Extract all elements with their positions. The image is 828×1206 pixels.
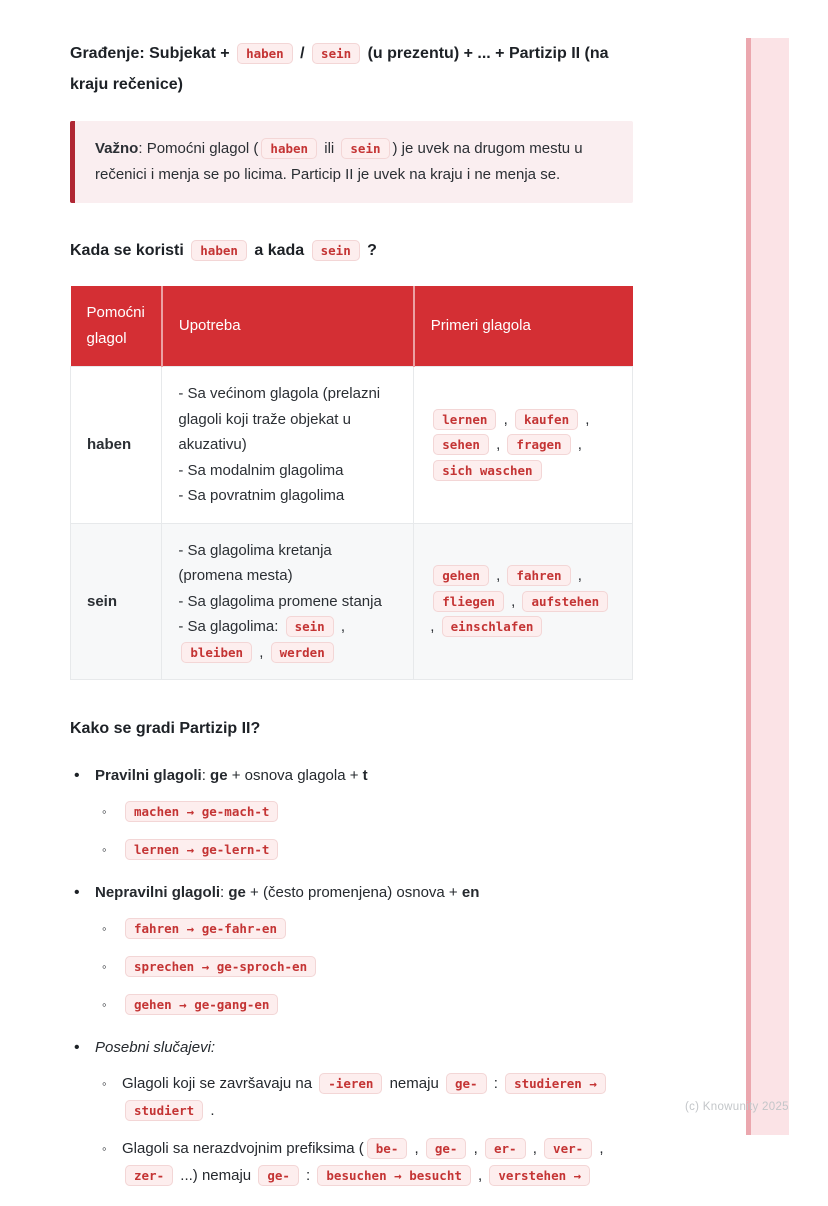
list-item-text xyxy=(95,767,368,784)
text-segment: , xyxy=(573,436,582,453)
text-segment: ge xyxy=(228,884,246,901)
cell-glagol: sein xyxy=(71,523,162,680)
heading-kako-se-gradi: Kako se gradi Partizip II? xyxy=(70,720,261,737)
text-segment: Građenje: Subjekat + xyxy=(70,45,235,62)
inline-code: verstehen → xyxy=(489,1165,590,1186)
inline-code: gehen xyxy=(433,565,489,586)
list-item-text xyxy=(95,1039,215,1056)
text-segment: , xyxy=(506,592,520,610)
text-segment: Važno xyxy=(95,140,139,157)
list-item-text xyxy=(122,958,319,975)
text-segment: , xyxy=(473,1167,487,1184)
list-item-text xyxy=(95,884,479,901)
haben-sein-table xyxy=(70,286,633,680)
heading-kada-se-koristi xyxy=(70,235,633,266)
table-header-upotreba: Upotreba xyxy=(162,286,414,367)
table-header-row xyxy=(71,286,633,367)
text-segment: en xyxy=(461,884,480,901)
inline-code: einschlafen xyxy=(442,616,543,637)
inline-code: sein xyxy=(341,138,389,159)
inline-code: ge- xyxy=(426,1138,467,1159)
partizip-rules-list xyxy=(70,763,633,1189)
text-segment: t xyxy=(362,767,368,784)
inline-code: sich waschen xyxy=(433,460,541,481)
text-segment: a kada xyxy=(249,242,309,259)
inline-code: haben xyxy=(191,240,247,261)
text-segment: ) je uvek na drugom mestu u rečenici i menja se po licima. Particip II je uvek na kraju i ne menja se. xyxy=(95,140,583,183)
inline-code: lernen → ge-lern-t xyxy=(125,839,278,860)
inline-code: ge- xyxy=(446,1073,487,1094)
text-segment: nemaju xyxy=(385,1075,443,1092)
table-header-pomocni-glagol: Pomoćni glagol xyxy=(71,286,162,367)
list-item xyxy=(95,836,633,863)
text-segment: : xyxy=(489,1075,503,1092)
inline-code: fahren xyxy=(507,565,570,586)
text-segment: : xyxy=(301,1167,315,1184)
text-segment: + osnova glagola + xyxy=(227,767,363,784)
callout-vazno xyxy=(70,121,633,203)
text-segment: Glagoli sa nerazdvojnim prefiksima ( xyxy=(122,1140,364,1157)
text-segment: : Pomoćni glagol ( xyxy=(138,140,259,157)
text-segment: , xyxy=(336,618,346,635)
inline-code: sein xyxy=(312,240,360,261)
text-segment: , xyxy=(430,618,439,635)
text-segment: / xyxy=(295,45,310,62)
inline-code: bleiben xyxy=(181,642,252,663)
inline-code: fahren → ge-fahr-en xyxy=(125,918,286,939)
inline-code: ge- xyxy=(258,1165,299,1186)
inline-code: sein xyxy=(312,43,360,64)
inline-code: sehen xyxy=(433,434,489,455)
list-item-text xyxy=(122,920,289,937)
primeri-line xyxy=(430,407,616,484)
cell-upotreba xyxy=(162,367,414,524)
list-item-text xyxy=(122,1075,609,1119)
cell-primeri xyxy=(414,523,633,680)
inline-code: haben xyxy=(237,43,293,64)
table-header-primeri: Primeri glagola xyxy=(414,286,633,367)
inline-code: zer- xyxy=(125,1165,173,1186)
cell-primeri xyxy=(414,367,633,524)
text-segment: ili xyxy=(320,140,339,157)
watermark: (c) Knowunity 2025 xyxy=(685,1101,789,1113)
upotreba-line xyxy=(178,483,397,509)
upotreba-line xyxy=(178,381,397,458)
text-segment: , xyxy=(528,1140,542,1157)
list-item-text xyxy=(122,803,281,820)
list-item xyxy=(95,953,633,980)
upotreba-line xyxy=(178,614,397,665)
list-item xyxy=(95,1135,633,1189)
text-segment: , xyxy=(491,436,505,453)
inline-code: machen → ge-mach-t xyxy=(125,801,278,822)
text-segment: - Sa glagolima kretanja (promena mesta) xyxy=(178,541,332,584)
table-row-sein xyxy=(71,523,633,680)
text-segment: : xyxy=(220,884,229,901)
text-segment: ? xyxy=(362,242,377,259)
text-segment: Glagoli koji se završavaju na xyxy=(122,1075,317,1092)
text-segment: Kada se koristi xyxy=(70,242,189,259)
cell-upotreba xyxy=(162,523,414,680)
text-segment: , xyxy=(255,643,268,661)
text-segment: - Sa glagolima promene stanja xyxy=(178,592,382,610)
list-item xyxy=(95,991,633,1018)
list-item-posebni xyxy=(70,1035,633,1189)
text-segment: (u prezentu) + ... + Partizip II (na kraju rečenice) xyxy=(70,45,609,93)
list-item-text xyxy=(122,841,281,858)
cell-glagol: haben xyxy=(71,367,162,524)
list-item xyxy=(95,915,633,942)
primeri-line xyxy=(430,563,616,640)
text-segment: , xyxy=(410,1140,423,1157)
text-segment: Nepravilni glagoli xyxy=(95,884,221,901)
list-item-text xyxy=(122,1140,604,1184)
text-segment: Pravilni glagoli xyxy=(95,767,202,784)
list-item-pravilni xyxy=(70,763,633,863)
inline-code: fliegen xyxy=(433,591,504,612)
text-segment: - Sa povratnim glagolima xyxy=(178,487,345,504)
table-row-haben xyxy=(71,367,633,524)
text-segment: , xyxy=(499,410,512,428)
text-segment: - Sa modalnim glagolima xyxy=(178,461,344,479)
text-segment: ...) nemaju xyxy=(176,1167,256,1184)
text-segment: : xyxy=(201,767,211,784)
list-item xyxy=(95,1070,633,1124)
inline-code: be- xyxy=(367,1138,408,1159)
text-segment: + (često promenjena) osnova + xyxy=(245,884,462,901)
inline-code: ver- xyxy=(544,1138,592,1159)
page-edge-highlight-bar xyxy=(746,38,789,1135)
text-segment: . xyxy=(206,1102,215,1119)
text-segment: Posebni slučajevi: xyxy=(95,1039,216,1056)
text-segment: , xyxy=(469,1140,482,1157)
inline-code: kaufen xyxy=(515,409,578,430)
text-segment: - Sa glagolima: xyxy=(178,618,283,635)
text-segment: , xyxy=(491,567,505,584)
inline-code: er- xyxy=(485,1138,526,1159)
heading-gradjenje xyxy=(70,38,633,100)
list-item-nepravilni xyxy=(70,880,633,1018)
upotreba-line xyxy=(178,458,397,484)
list-item-text xyxy=(122,996,281,1013)
inline-code: lernen xyxy=(433,409,496,430)
text-segment: , xyxy=(581,410,590,428)
text-segment: - Sa većinom glagola (prelazni glagoli koji traže objekat u akuzativu) xyxy=(178,385,381,453)
upotreba-line xyxy=(178,538,397,589)
list-item xyxy=(95,798,633,825)
sublist xyxy=(95,798,633,863)
inline-code: aufstehen xyxy=(522,591,608,612)
sublist xyxy=(95,915,633,1018)
inline-code: gehen → ge-gang-en xyxy=(125,994,278,1015)
inline-code: sprechen → ge-sproch-en xyxy=(125,956,316,977)
inline-code: werden xyxy=(271,642,334,663)
inline-code: besuchen → besucht xyxy=(317,1165,470,1186)
text-segment: , xyxy=(595,1140,604,1157)
inline-code: sein xyxy=(286,616,334,637)
text-segment: , xyxy=(573,567,582,584)
document-content xyxy=(70,38,633,1206)
inline-code: fragen xyxy=(507,434,570,455)
inline-code: studieren → studiert xyxy=(125,1073,606,1121)
sublist xyxy=(95,1070,633,1189)
inline-code: haben xyxy=(261,138,317,159)
inline-code: -ieren xyxy=(319,1073,382,1094)
text-segment: ge xyxy=(210,767,228,784)
upotreba-line xyxy=(178,589,397,615)
